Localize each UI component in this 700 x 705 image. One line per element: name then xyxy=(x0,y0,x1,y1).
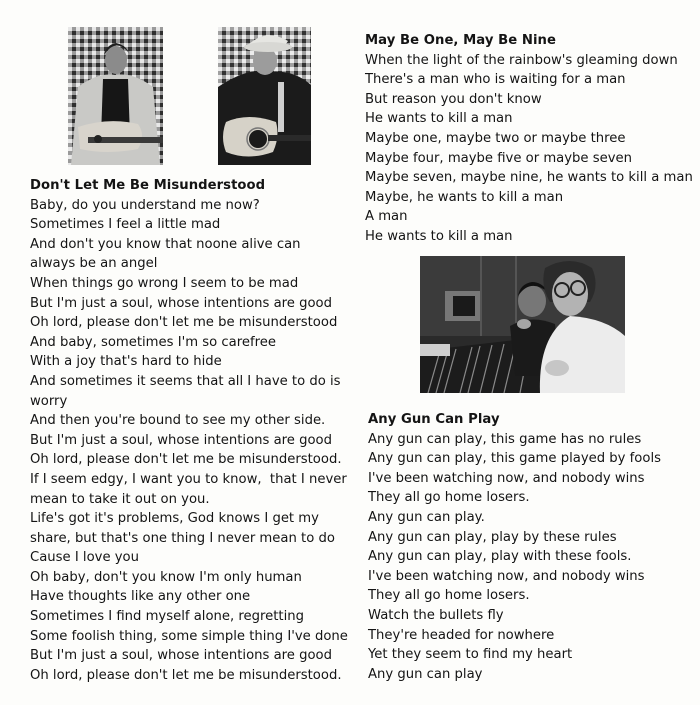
song-title: Any Gun Can Play xyxy=(368,412,500,427)
photo-studio-image xyxy=(420,256,625,393)
lyric-line: Yet they seem to find my heart xyxy=(368,647,573,663)
song-any-gun-can-play xyxy=(368,410,661,684)
lyric-line: When things go wrong I seem to be mad xyxy=(30,275,299,291)
lyric-line: They all go home losers. xyxy=(368,490,530,506)
lyric-line: Maybe, he wants to kill a man xyxy=(365,189,564,205)
lyric-line: With a joy that's hard to hide xyxy=(30,354,222,370)
lyric-line: Maybe one, maybe two or maybe three xyxy=(365,130,626,146)
lyric-line: And sometimes it seems that all I have to do is xyxy=(30,373,341,389)
lyric-line: Baby, do you understand me now? xyxy=(30,197,260,213)
photo-guitarist-left-image xyxy=(68,27,163,165)
lyric-line: There's a man who is waiting for a man xyxy=(365,72,626,88)
photo-guitarist-right xyxy=(218,27,311,165)
song-title: May Be One, May Be Nine xyxy=(365,33,556,48)
lyric-line: Any gun can play xyxy=(368,666,483,682)
lyric-line: mean to take it out on you. xyxy=(30,491,210,507)
lyric-line: Maybe four, maybe five or maybe seven xyxy=(365,150,632,166)
lyric-line: Any gun can play, play by these rules xyxy=(368,529,617,545)
lyric-line: If I seem edgy, I want you to know, that I never xyxy=(30,471,347,487)
song-may-be-one-may-be-nine xyxy=(365,31,693,247)
lyric-line: And don't you know that noone alive can xyxy=(30,236,301,252)
lyric-line: worry xyxy=(30,393,68,409)
lyric-line: Sometimes I feel a little mad xyxy=(30,217,221,233)
song-title: Don't Let Me Be Misunderstood xyxy=(30,178,266,193)
song-dont-let-me-be-misunderstood xyxy=(30,176,348,685)
lyric-line: always be an angel xyxy=(30,256,158,272)
lyric-line: Oh lord, please don't let me be misunderstood. xyxy=(30,667,342,683)
lyric-line: They all go home losers. xyxy=(368,588,530,604)
lyric-line: Life's got it's problems, God knows I get my xyxy=(30,511,319,527)
lyric-line: I've been watching now, and nobody wins xyxy=(368,568,645,584)
lyric-line: But I'm just a soul, whose intentions are good xyxy=(30,295,332,311)
lyric-line: Any gun can play, this game has no rules xyxy=(368,431,642,447)
lyric-line: Any gun can play. xyxy=(368,509,485,525)
lyric-line: Any gun can play, this game played by fools xyxy=(368,451,661,467)
lyric-line: They're headed for nowhere xyxy=(368,627,555,643)
lyric-line: Oh lord, please don't let me be misunderstood xyxy=(30,315,338,331)
lyric-line: I've been watching now, and nobody wins xyxy=(368,470,645,486)
lyric-line: Maybe seven, maybe nine, he wants to kill a man xyxy=(365,170,693,186)
lyric-line: Have thoughts like any other one xyxy=(30,589,251,605)
lyric-line: A man xyxy=(365,209,408,225)
lyric-line: share, but that's one thing I never mean to do xyxy=(30,530,335,546)
lyric-line: But reason you don't know xyxy=(365,91,542,107)
photo-guitarist-left xyxy=(68,27,163,165)
lyric-line: He wants to kill a man xyxy=(365,228,513,244)
lyric-line: Oh baby, don't you know I'm only human xyxy=(30,569,302,585)
photo-studio xyxy=(420,256,625,393)
lyric-line: And then you're bound to see my other side. xyxy=(30,413,326,429)
lyric-line: Some foolish thing, some simple thing I've done xyxy=(30,628,348,644)
lyric-line: Oh lord, please don't let me be misunderstood. xyxy=(30,452,342,468)
lyric-line: But I'm just a soul, whose intentions are good xyxy=(30,648,332,664)
lyric-line: When the light of the rainbow's gleaming down xyxy=(365,52,678,68)
lyric-line: Sometimes I find myself alone, regretting xyxy=(30,609,304,625)
lyric-line: And baby, sometimes I'm so carefree xyxy=(30,334,276,350)
photo-guitarist-right-image xyxy=(218,27,311,165)
lyric-line: Cause I love you xyxy=(30,550,139,566)
lyric-line: But I'm just a soul, whose intentions are good xyxy=(30,432,332,448)
lyric-line: Any gun can play, play with these fools. xyxy=(368,549,632,565)
lyric-line: Watch the bullets fly xyxy=(368,607,504,623)
lyric-line: He wants to kill a man xyxy=(365,111,513,127)
